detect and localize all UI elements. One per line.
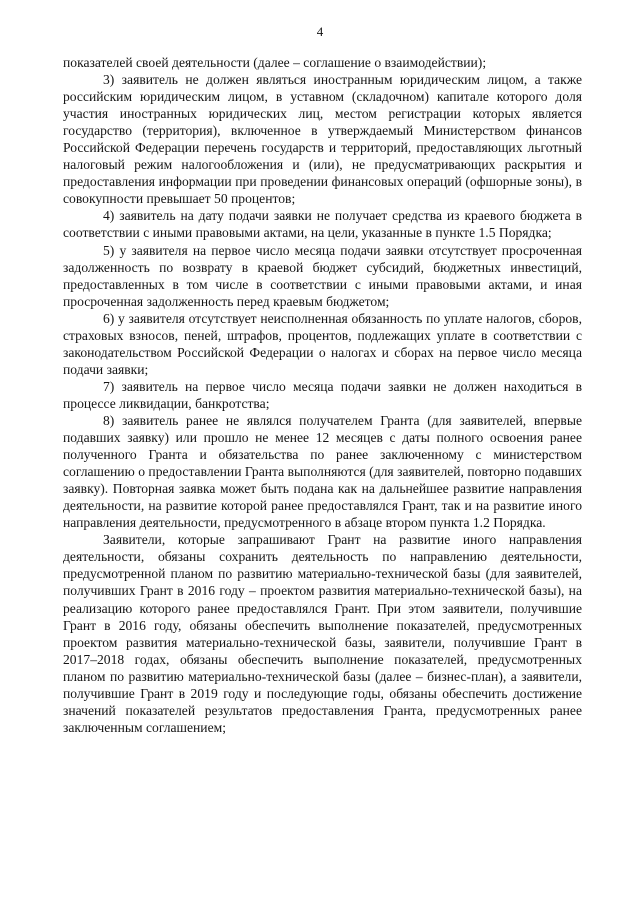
- paragraph-item-5: 5) у заявителя на первое число месяца подачи заявки отсутствует просроченная задолженность по возврату в краевой бюджет субсидий, бюджетных инвестиций, предоставленных в том числе в соответствии с иными правовыми актами, и иная просроченная задолженность перед краевым бюджетом;: [63, 242, 582, 309]
- paragraph-item-8: 8) заявитель ранее не являлся получателем Гранта (для заявителей, впервые подавших заявку) или прошло не менее 12 месяцев с даты полного освоения ранее полученного Гранта и обязательства по ранее заключенному с министерством соглашению о предоставлении Гранта выполняются (для заявителей, повторно подавших заявку). Повторная заявка может быть подана как на дальнейшее развитие направления деятельности, на развитие которой ранее предоставлялся Грант, так и на развитие иного направления деятельности, предусмотренного в абзаце втором пункта 1.2 Порядка.: [63, 412, 582, 531]
- paragraph-continuation: показателей своей деятельности (далее – соглашение о взаимодействии);: [63, 55, 487, 70]
- page-number: 4: [316, 24, 324, 39]
- paragraph-item-4: 4) заявитель на дату подачи заявки не получает средства из краевого бюджета в соответствии с иными правовыми актами, на цели, указанные в пункте 1.5 Порядка;: [63, 208, 582, 241]
- paragraph-item-3: 3) заявитель не должен являться иностранным юридическим лицом, а также российским юридическим лицом, в уставном (складочном) капитале которого доля участия иностранных юридических лиц, местом регистрации которых является государство (территория), включенное в утверждаемый Министерством финансов Российской Федерации перечень государств и территорий, предоставляющих льготный налоговый режим налогообложения и (или), не предусматривающих раскрытия и предоставления информации при проведении финансовых операций (офшорные зоны), в совокупности превышает 50 процентов;: [63, 72, 582, 207]
- document-body: [63, 54, 582, 736]
- paragraph-item-7: 7) заявитель на первое число месяца подачи заявки не должен находиться в процессе ликвидации, банкротства;: [63, 378, 582, 411]
- paragraph-item-6: 6) у заявителя отсутствует неисполненная обязанность по уплате налогов, сборов, страховых взносов, пеней, штрафов, процентов, подлежащих уплате в соответствии с законодательством Российской Федерации о налогах и сборах на первое число месяца подачи заявки;: [63, 310, 582, 377]
- paragraph-applicants: Заявители, которые запрашивают Грант на развитие иного направления деятельности, обязаны сохранить деятельность по направлению деятельности, предусмотренной планом по развитию материально-технической базы (для заявителей, получивших Грант в 2016 году – проектом развития материально-технической базы), на реализацию которого ранее предоставлялся Грант. При этом заявители, получившие Грант в 2016 году, обязаны обеспечить выполнение показателей, предусмотренных проектом развития материально-технической базы, заявители, получившие Грант в 2017–2018 годах, обязаны обеспечить выполнение показателей, предусмотренных планом по развитию материально-технической базы (далее – бизнес-план), а заявители, получившие Грант в 2019 году и последующие годы, обязаны обеспечить достижение значений показателей результатов предоставления Гранта, предусмотренных ранее заключенным соглашением;: [63, 532, 582, 735]
